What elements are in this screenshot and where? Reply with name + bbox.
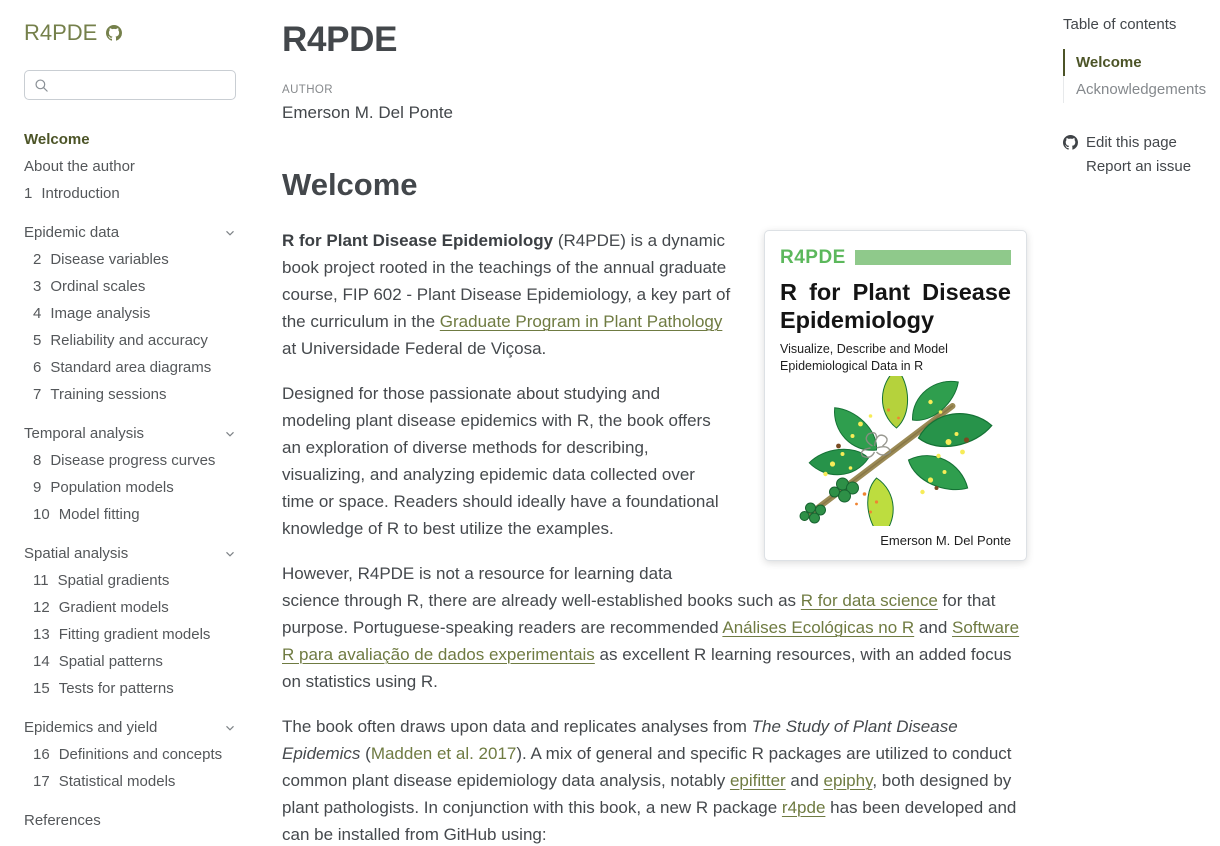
chapter-number: 4 — [33, 304, 42, 322]
chevron-down-icon[interactable] — [224, 428, 236, 440]
sidebar-item-label: Spatial patterns — [58, 652, 163, 670]
sidebar-item[interactable] — [24, 153, 236, 180]
sidebar-item-label: Training sessions — [50, 385, 167, 403]
chapter-number: 16 — [33, 745, 50, 763]
sidebar-item-label: Standard area diagrams — [50, 358, 212, 376]
cover-title: R for Plant Disease Epidemiology — [780, 279, 1011, 334]
sidebar-item[interactable] — [24, 180, 236, 207]
book-cover — [764, 230, 1027, 561]
sidebar-item-label: Statistical models — [58, 772, 176, 790]
sidebar-item-label: Ordinal scales — [50, 277, 146, 295]
sidebar-item-label: References — [24, 811, 101, 829]
toc-action-link[interactable] — [1063, 155, 1210, 179]
chapter-number: 8 — [33, 451, 42, 469]
sidebar-item-label: Spatial gradients — [57, 571, 170, 589]
sidebar-item-label: Disease variables — [50, 250, 169, 268]
sidebar-header — [24, 20, 236, 46]
cover-brand: R4PDE — [780, 247, 846, 268]
chapter-number: 11 — [33, 571, 49, 589]
cover-header — [780, 244, 1011, 271]
paragraph: R for Plant Disease Epidemiology (R4PDE) is a dynamic book project rooted in the teachings of the annual graduate course, FIP 602 - Plant Disease Epidemiology, a key part of the curriculum in the Graduate Program in Plant Pathology at Universidade Federal de Viçosa. — [282, 231, 731, 358]
search-input[interactable] — [56, 76, 226, 94]
sidebar-item-label: Epidemic data — [24, 223, 120, 241]
sidebar-nav — [24, 126, 236, 834]
sidebar-item-label: Welcome — [24, 130, 90, 148]
sidebar-item[interactable] — [24, 219, 236, 246]
github-icon — [1063, 135, 1078, 150]
sidebar-item-label: Fitting gradient models — [58, 625, 211, 643]
toc-link[interactable]: Welcome — [1063, 49, 1210, 76]
sidebar-item-label: Epidemics and yield — [24, 718, 158, 736]
toc-link[interactable]: Acknowledgements — [1063, 76, 1210, 103]
paragraph: The book often draws upon data and replicates analyses from The Study of Plant Disease Epidemics (Madden et al. 2017). A mix of general and specific R packages are utilized to conduct common plant disease epidemiology data analysis, notably epifitter and epiphy, both designed by plant pathologists. In conjunction with this book, a new R package r4pde has been developed and can be installed from GitHub using: — [282, 717, 1017, 844]
cover-author: Emerson M. Del Ponte — [880, 533, 1011, 549]
chapter-number: 12 — [33, 598, 50, 616]
sidebar-item[interactable] — [24, 474, 236, 501]
sidebar-item[interactable] — [24, 540, 236, 567]
toc-action-link[interactable] — [1063, 131, 1210, 155]
chapter-number: 13 — [33, 625, 50, 643]
sidebar-item-label: Introduction — [41, 184, 120, 202]
chapter-number: 17 — [33, 772, 50, 790]
sidebar-item[interactable] — [24, 648, 236, 675]
sidebar-item-label: Definitions and concepts — [58, 745, 223, 763]
content-link[interactable]: Análises Ecológicas no R — [722, 618, 915, 637]
sidebar-item[interactable] — [24, 501, 236, 528]
sidebar-item-label: Population models — [50, 478, 174, 496]
toc-sidebar — [1027, 0, 1220, 846]
sidebar-item[interactable] — [24, 327, 236, 354]
chapter-number: 9 — [33, 478, 42, 496]
cover-illustration — [780, 376, 1011, 526]
author-label: AUTHOR — [282, 84, 333, 96]
sidebar-item-label: Disease progress curves — [50, 451, 216, 469]
content-link[interactable]: r4pde — [781, 798, 826, 817]
toc-item — [1063, 49, 1210, 76]
sidebar-item-label: Tests for patterns — [58, 679, 174, 697]
paragraph: However, R4PDE is not a resource for learning data science through R, there are already well-established books such as R for data science for that purpose. Portuguese-speaking readers are recommended Análises Ecológicas no R and Software R para avaliação de dados experimentais as excellent R learning resources, with an added focus on statistics using R. — [282, 564, 1020, 691]
page-title: R4PDE — [282, 20, 398, 59]
chapter-number: 7 — [33, 385, 42, 403]
chapter-number: 6 — [33, 358, 42, 376]
sidebar-item[interactable] — [24, 621, 236, 648]
sidebar-item-label: Model fitting — [58, 505, 140, 523]
toc-item — [1063, 76, 1210, 103]
content-link[interactable]: Graduate Program in Plant Pathology — [439, 312, 723, 331]
sidebar-item[interactable] — [24, 126, 236, 153]
sidebar-item[interactable] — [24, 420, 236, 447]
content-link[interactable]: Madden et al. 2017 — [370, 744, 517, 763]
sidebar-item[interactable] — [24, 354, 236, 381]
content-link[interactable]: epifitter — [729, 771, 786, 790]
search-box[interactable] — [24, 70, 236, 100]
paragraph: Designed for those passionate about studying and modeling plant disease epidemics with R, the book offers an exploration of diverse methods for describing, visualizing, and analyzing epidemic data collected over time or space. Readers should ideally have a foundational knowledge of R to best utilize the examples. — [282, 384, 719, 538]
sidebar-item-label: Reliability and accuracy — [50, 331, 208, 349]
sidebar-item[interactable] — [24, 381, 236, 408]
sidebar-item-label: Image analysis — [50, 304, 151, 322]
author-name: Emerson M. Del Ponte — [282, 103, 454, 122]
sidebar-item-label: Temporal analysis — [24, 424, 145, 442]
sidebar-item[interactable] — [24, 273, 236, 300]
content-link[interactable]: epiphy — [823, 771, 873, 790]
sidebar-item[interactable] — [24, 807, 236, 834]
chevron-down-icon[interactable] — [224, 722, 236, 734]
chevron-down-icon[interactable] — [224, 227, 236, 239]
sidebar-item-label: Gradient models — [58, 598, 169, 616]
sidebar-item[interactable] — [24, 675, 236, 702]
main-content — [282, 0, 1027, 846]
cover-subtitle: Visualize, Describe and Model Epidemiological Data in R — [780, 342, 948, 373]
toc-actions — [1063, 131, 1210, 179]
sidebar-item[interactable] — [24, 594, 236, 621]
github-repo-link[interactable] — [106, 25, 122, 41]
sidebar — [0, 0, 282, 846]
toc-action-label: Edit this page — [1086, 134, 1177, 151]
sidebar-item[interactable] — [24, 300, 236, 327]
chapter-number: 2 — [33, 250, 42, 268]
sidebar-item[interactable] — [24, 741, 236, 768]
chapter-number: 14 — [33, 652, 50, 670]
sidebar-item-label: About the author — [24, 157, 135, 175]
chapter-number: 10 — [33, 505, 50, 523]
chapter-number: 15 — [33, 679, 50, 697]
sidebar-brand-link[interactable]: R4PDE — [24, 20, 98, 45]
cover-bar-decoration — [855, 250, 1011, 265]
toc-title: Table of contents — [1063, 16, 1177, 33]
chapter-number: 5 — [33, 331, 42, 349]
page-header — [282, 20, 1027, 123]
github-icon — [106, 25, 122, 41]
section-heading: Welcome — [282, 167, 418, 202]
sidebar-item[interactable] — [24, 714, 236, 741]
toc-list — [1063, 49, 1210, 103]
sidebar-item[interactable] — [24, 567, 236, 594]
search-icon — [34, 78, 49, 93]
toc-action-label: Report an issue — [1086, 158, 1192, 175]
sidebar-item-label: Spatial analysis — [24, 544, 129, 562]
chapter-number: 3 — [33, 277, 42, 295]
prose — [282, 227, 1027, 846]
chapter-number: 1 — [24, 184, 33, 202]
chevron-down-icon[interactable] — [224, 548, 236, 560]
content-link[interactable]: Software R para avaliação de dados experimentais — [282, 618, 1020, 664]
sidebar-item[interactable] — [24, 246, 236, 273]
sidebar-item[interactable] — [24, 768, 236, 795]
sidebar-item[interactable] — [24, 447, 236, 474]
content-link[interactable]: R for data science — [800, 591, 938, 610]
